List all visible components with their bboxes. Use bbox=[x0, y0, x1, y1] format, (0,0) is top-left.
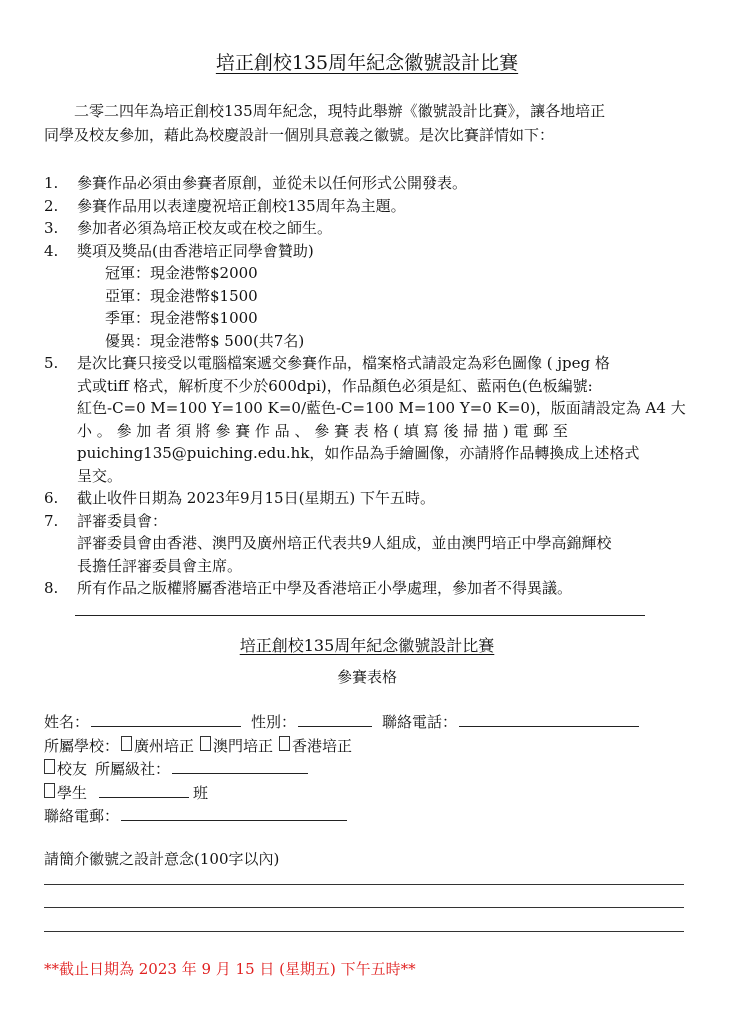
rule-item-judges bbox=[44, 510, 694, 578]
form-row-alumni bbox=[44, 758, 704, 782]
rule-item bbox=[44, 195, 694, 218]
form-subtitle: 參賽表格 bbox=[336, 668, 397, 686]
phone-field[interactable] bbox=[459, 711, 639, 727]
email-label: 聯絡電郵： bbox=[44, 807, 120, 825]
deadline-note: **截止日期為 2023 年 9 月 15 日 (星期五) 下午五時** bbox=[44, 960, 416, 978]
rule-number: 2. bbox=[44, 196, 59, 215]
rule-item-submission bbox=[44, 352, 694, 487]
prize-second: 亞軍：現金港幣$1500 bbox=[105, 286, 258, 305]
rule-item bbox=[44, 487, 694, 510]
intro-line-2: 同學及校友參加，藉此為校慶設計一個別具意義之徽號。是次比賽詳情如下： bbox=[44, 126, 555, 144]
rule-number: 3. bbox=[44, 219, 59, 237]
rule-item bbox=[44, 172, 694, 195]
gender-label: 性別： bbox=[251, 713, 297, 731]
form-row-basic bbox=[44, 711, 704, 735]
class-of-field[interactable] bbox=[172, 758, 308, 774]
name-field[interactable] bbox=[91, 711, 241, 727]
answer-line[interactable] bbox=[44, 884, 684, 885]
rules-list bbox=[44, 172, 694, 600]
rule-text: 獎項及獎品(由香港培正同學會贊助) bbox=[77, 241, 314, 260]
student-checkbox[interactable] bbox=[44, 783, 55, 798]
rule-item-prizes bbox=[44, 240, 694, 353]
design-prompt: 請簡介徽號之設計意念(100字以內) bbox=[44, 850, 280, 868]
rule-number: 8. bbox=[44, 579, 59, 597]
school-hongkong-checkbox[interactable] bbox=[279, 736, 290, 751]
school-macau-label: 澳門培正 bbox=[213, 736, 274, 755]
intro-paragraph bbox=[44, 99, 704, 147]
email-field[interactable] bbox=[121, 805, 347, 821]
rule-text: 截止收件日期為 2023年9月15日(星期五) 下午五時。 bbox=[77, 489, 436, 507]
rule-line: 是次比賽只接受以電腦檔案遞交參賽作品，檔案格式請設定為彩色圖像 ( jpeg 格 bbox=[77, 354, 610, 372]
prize-merit: 優異：現金港幣$ 500(共7名) bbox=[105, 331, 305, 350]
school-guangzhou-label: 廣州培正 bbox=[134, 736, 195, 755]
answer-line[interactable] bbox=[44, 931, 684, 932]
school-macau-checkbox[interactable] bbox=[200, 736, 211, 751]
section-divider bbox=[75, 615, 645, 616]
rule-line: 長擔任評審委員會主席。 bbox=[77, 556, 243, 575]
class-suffix: 班 bbox=[193, 783, 209, 802]
rule-item bbox=[44, 217, 694, 240]
answer-line[interactable] bbox=[44, 907, 684, 908]
rule-line: puiching135@puiching.edu.hk，如作品為手繪圖像，亦請將作品轉換成上述格式 bbox=[77, 444, 640, 462]
rule-text: 評審委員會： bbox=[77, 511, 168, 530]
rule-line: 小 。 參 加 者 須 將 參 賽 作 品 、 參 賽 表 格 ( 填 寫 後 掃 描 ) 電 郵 至 bbox=[77, 421, 568, 440]
intro-line-1: 二零二四年為培正創校135周年紀念，現特此舉辦《徽號設計比賽》，讓各地培正 bbox=[74, 102, 606, 120]
rule-number: 6. bbox=[44, 489, 59, 507]
rule-number: 5. bbox=[44, 354, 59, 372]
rule-text: 所有作品之版權將屬香港培正中學及香港培正小學處理，參加者不得異議。 bbox=[77, 579, 573, 597]
phone-label: 聯絡電話： bbox=[382, 713, 458, 731]
rule-line: 紅色-C=0 M=100 Y=100 K=0/藍色-C=100 M=100 Y=0 K=0)，版面請設定為 A4 大 bbox=[77, 399, 686, 417]
student-class-field[interactable] bbox=[99, 782, 189, 798]
school-label: 所屬學校： bbox=[44, 736, 120, 755]
page-title: 培正創校135周年紀念徽號設計比賽 bbox=[215, 52, 519, 74]
school-hongkong-label: 香港培正 bbox=[292, 736, 353, 755]
rule-number: 4. bbox=[44, 241, 59, 260]
prize-champion: 冠軍：現金港幣$2000 bbox=[105, 264, 258, 282]
rule-item bbox=[44, 577, 694, 600]
class-of-label: 所屬級社： bbox=[95, 760, 171, 778]
rule-line: 式或tiff 格式，解析度不少於600dpi)，作品顏色必須是紅、藍兩色(色板編號: bbox=[77, 376, 593, 395]
entry-form bbox=[44, 711, 704, 829]
gender-field[interactable] bbox=[298, 711, 372, 727]
name-label: 姓名： bbox=[44, 713, 90, 731]
prize-third: 季軍：現金港幣$1000 bbox=[105, 309, 258, 327]
student-label: 學生 bbox=[57, 783, 88, 802]
alumni-checkbox[interactable] bbox=[44, 759, 55, 774]
form-row-student bbox=[44, 782, 704, 806]
rule-number: 7. bbox=[44, 511, 59, 530]
form-row-school bbox=[44, 735, 704, 759]
form-row-email bbox=[44, 805, 704, 829]
rule-line: 呈交。 bbox=[77, 466, 123, 485]
rule-number: 1. bbox=[44, 174, 59, 192]
school-guangzhou-checkbox[interactable] bbox=[121, 736, 132, 751]
form-title: 培正創校135周年紀念徽號設計比賽 bbox=[239, 636, 495, 655]
rule-line: 評審委員會由香港、澳門及廣州培正代表共9人組成，並由澳門培正中學高錦輝校 bbox=[77, 534, 612, 552]
alumni-label: 校友 bbox=[57, 760, 88, 778]
rule-text: 參加者必須為培正校友或在校之師生。 bbox=[77, 219, 333, 237]
rule-text: 參賽作品用以表達慶祝培正創校135周年為主題。 bbox=[77, 196, 406, 215]
rule-text: 參賽作品必須由參賽者原創，並從未以任何形式公開發表。 bbox=[77, 174, 468, 192]
